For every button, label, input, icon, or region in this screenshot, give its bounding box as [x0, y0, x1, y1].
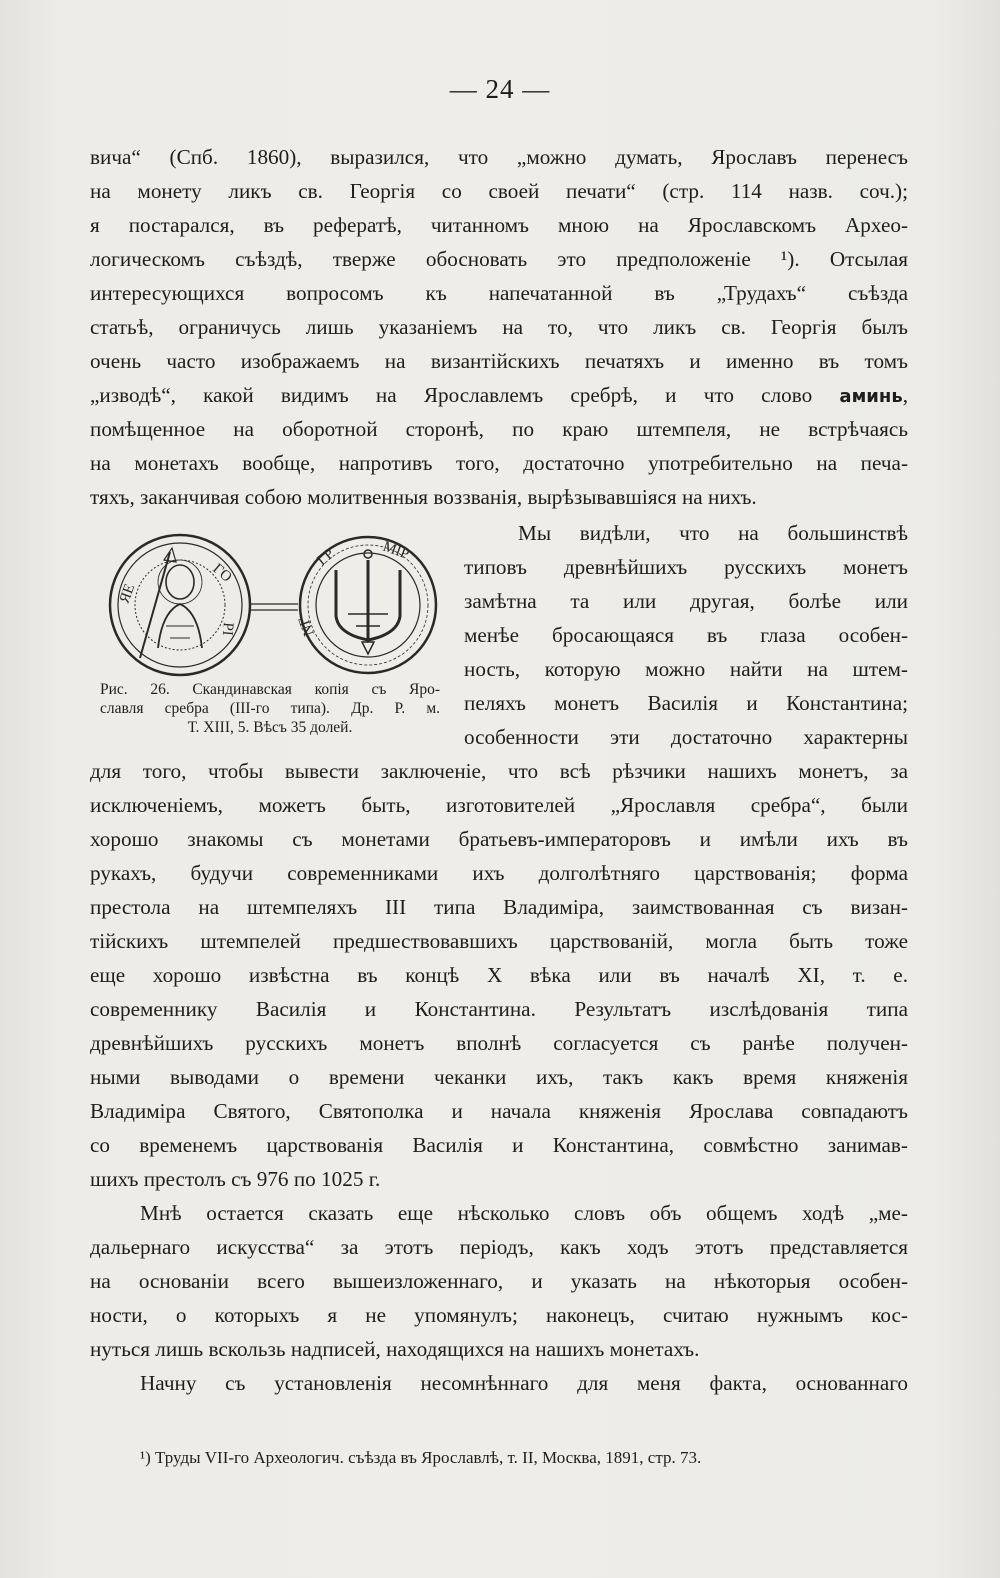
text-line: интересующихся вопросомъ къ напечатанной въ „Трудахъ“ съѣзда	[90, 281, 908, 305]
text-line: очень часто изображаемъ на византійскихъ печатяхъ и именно въ томъ	[90, 349, 908, 373]
figure-caption	[100, 680, 440, 737]
text-line: логическомъ съѣздѣ, тверже обосновать это предположеніе ¹). Отсылая	[90, 247, 908, 271]
text-line: Мы видѣли, что на большинствѣ	[518, 521, 908, 545]
coin-figure	[100, 530, 450, 770]
text-line: Владиміра Святого, Святополка и начала княженія Ярослава совпадаютъ	[90, 1099, 908, 1123]
text-fragment: „изводѣ“, какой видимъ на Ярославлемъ сребрѣ, и что слово	[90, 383, 813, 407]
svg-text:ΜΙΡ: ΜΙΡ	[380, 538, 412, 563]
text-line: тяхъ, заканчивая собою молитвенныя воззванія, вырѣзывавшіяся на нихъ.	[90, 485, 757, 509]
text-line: на монету ликъ св. Георгія со своей печати“ (стр. 114 назв. соч.);	[90, 179, 908, 203]
amen-word: аминь	[839, 386, 903, 407]
wrapped-paragraph	[464, 516, 908, 754]
text-line: ность, которую можно найти на штем-	[464, 657, 908, 681]
text-line: древнѣйшихъ русскихъ монетъ вполнѣ согласуется съ ранѣе получен-	[90, 1031, 908, 1055]
text-line: особенности эти достаточно характерны	[464, 725, 908, 749]
text-line: со временемъ царствованія Василія и Константина, совмѣстно занимав-	[90, 1133, 908, 1157]
text-line: ными выводами о времени чеканки ихъ, такъ какъ время княженія	[90, 1065, 908, 1089]
text-line: типовъ древнѣйшихъ русскихъ монетъ	[464, 555, 908, 579]
text-line: для того, чтобы вывести заключеніе, что всѣ рѣзчики нашихъ монетъ, за	[90, 759, 908, 783]
caption-line: Рис. 26. Скандинавская копія съ Яро-	[100, 681, 440, 698]
text-line: рукахъ, будучи современниками ихъ долголѣтняго царствованія; форма	[90, 861, 908, 885]
text-line: дальернаго искусства“ за этотъ періодъ, какъ ходъ этотъ представляется	[90, 1235, 908, 1259]
page-number: — 24 —	[449, 74, 551, 104]
footnote: ¹) Труды VII-го Археологич. съѣзда въ Ярославлѣ, т. II, Москва, 1891, стр. 73.	[140, 1448, 702, 1467]
text-line: тійскихъ штемпелей предшествовавшихъ царствованій, могла быть тоже	[90, 929, 908, 953]
coin-illustration	[100, 530, 445, 680]
text-line: нуться лишь вскользь надписей, находящихся на нашихъ монетахъ.	[90, 1337, 700, 1361]
text-line: менѣе бросающаяся въ глаза особен-	[464, 623, 908, 647]
text-line: Начну съ установленія несомнѣннаго для меня факта, основаннаго	[140, 1371, 908, 1395]
text-line: современнику Василія и Константина. Результатъ изслѣдованія типа	[90, 997, 908, 1021]
text-line: исключеніемъ, можетъ быть, изготовителей „Ярославля сребра“, были	[90, 793, 908, 817]
text-line: я постарался, въ рефератѣ, читанномъ мною на Ярославскомъ Архео-	[90, 213, 908, 237]
svg-text:ЯΕ: ЯΕ	[116, 581, 139, 606]
top-paragraph	[90, 140, 908, 514]
text-line: замѣтна та или другая, болѣе или	[464, 589, 908, 613]
bottom-paragraphs	[90, 754, 908, 1400]
text-line: еще хорошо извѣстна въ концѣ X вѣка или въ началѣ XI, т. е.	[90, 963, 908, 987]
text-line: Мнѣ остается сказать еще нѣсколько словъ объ общемъ ходѣ „ме-	[140, 1201, 908, 1225]
svg-text:ΝΓ: ΝΓ	[296, 614, 318, 639]
caption-line: славля сребра (III-го типа). Др. Р. м.	[100, 700, 440, 717]
coin-obverse	[110, 535, 250, 675]
text-line: на монетахъ вообще, напротивъ того, достаточно употребительно на печа-	[90, 451, 908, 475]
text-line: статьѣ, ограничусь лишь указаніемъ на то, что ликъ св. Георгія былъ	[90, 315, 908, 339]
text-line: вича“ (Спб. 1860), выразился, что „можно думать, Ярославъ перенесъ	[90, 145, 908, 169]
svg-text:ΓΡ: ΓΡ	[314, 545, 338, 570]
svg-text:ΡΙ: ΡΙ	[218, 621, 236, 637]
coin-reverse	[296, 537, 436, 673]
text-line: шихъ престолъ съ 976 по 1025 г.	[90, 1167, 381, 1191]
caption-line: Т. XIII, 5. Вѣсъ 35 долей.	[187, 719, 353, 736]
text-line-with-special-word: „изводѣ“, какой видимъ на Ярославлемъ сребрѣ, и что слово аминь,	[90, 383, 908, 407]
text-line: ности, о которыхъ я не упомянулъ; наконецъ, считаю нужнымъ кос-	[90, 1303, 908, 1327]
text-line: на основаніи всего вышеизложеннаго, и указать на нѣкоторыя особен-	[90, 1269, 908, 1293]
svg-text:ΓΟ: ΓΟ	[209, 560, 235, 586]
text-line: помѣщенное на оборотной сторонѣ, по краю штемпеля, не встрѣчаясь	[90, 417, 908, 441]
text-line: хорошо знакомы съ монетами братьевъ-императоровъ и имѣли ихъ въ	[90, 827, 908, 851]
text-line: пеляхъ монетъ Василія и Константина;	[464, 691, 908, 715]
text-line: престола на штемпеляхъ III типа Владиміра, заимствованная съ визан-	[90, 895, 908, 919]
